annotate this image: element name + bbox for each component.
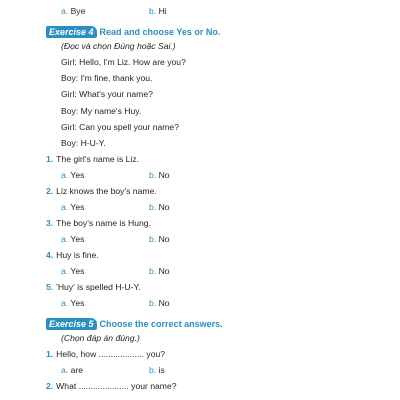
- dialogue-line: Boy: My name's Huy.: [61, 106, 142, 116]
- exercise4-heading: [46, 26, 220, 38]
- dialogue-line: Girl: Hello, I'm Liz. How are you?: [61, 57, 186, 67]
- exercise5-title: Choose the correct answers.: [99, 319, 223, 329]
- question-4: 4. Huy is fine.: [46, 250, 99, 260]
- q3-option-a[interactable]: a. Yes: [61, 234, 85, 244]
- q5-option-b[interactable]: b. No: [149, 298, 170, 308]
- ex5-q1-option-a[interactable]: a. are: [61, 365, 83, 375]
- ex5-question-2: 2. What ..................... your name?: [46, 381, 177, 391]
- question-5: 5. 'Huy' is spelled H-U-Y.: [46, 282, 141, 292]
- dialogue-line: Boy: I'm fine, thank you.: [61, 73, 153, 83]
- exercise4-title: Read and choose Yes or No.: [99, 27, 221, 37]
- q1-option-a[interactable]: a. Yes: [61, 170, 85, 180]
- ex5-q1-option-b[interactable]: b. is: [149, 365, 165, 375]
- q1-option-b[interactable]: b. No: [149, 170, 170, 180]
- q3-option-b[interactable]: b. No: [149, 234, 170, 244]
- ex5-question-1: 1. Hello, how ................... you?: [46, 349, 166, 359]
- question-1: 1. The girl's name is Liz.: [46, 154, 140, 164]
- question-3: 3. The boy's name is Hung.: [46, 218, 151, 228]
- q4-option-b[interactable]: b. No: [149, 266, 170, 276]
- exercise5-heading: [46, 318, 223, 330]
- exercise5-badge: Exercise 5: [46, 318, 97, 330]
- question-2: 2. Liz knows the boy's name.: [46, 186, 157, 196]
- exercise5-subtitle: (Chọn đáp án đúng.): [61, 333, 140, 343]
- prev-option-a: a. Bye: [61, 6, 86, 16]
- q4-option-a[interactable]: a. Yes: [61, 266, 85, 276]
- q2-option-a[interactable]: a. Yes: [61, 202, 85, 212]
- dialogue-line: Girl: Can you spell your name?: [61, 122, 179, 132]
- dialogue-line: Boy: H-U-Y.: [61, 138, 106, 148]
- exercise4-badge: Exercise 4: [46, 26, 97, 38]
- exercise4-subtitle: (Đọc và chọn Đúng hoặc Sai.): [61, 41, 176, 51]
- dialogue-line: Girl: What's your name?: [61, 89, 153, 99]
- q5-option-a[interactable]: a. Yes: [61, 298, 85, 308]
- prev-option-b: b. Hi: [149, 6, 167, 16]
- q2-option-b[interactable]: b. No: [149, 202, 170, 212]
